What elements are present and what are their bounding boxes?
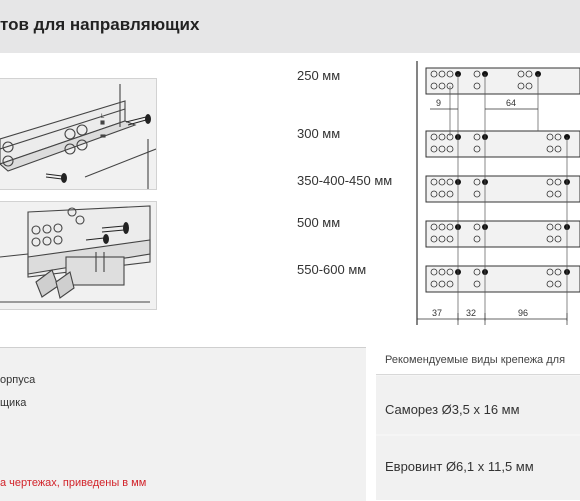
fastening-item: Саморез Ø3,5 x 16 мм — [376, 376, 580, 434]
rail-500 — [426, 221, 580, 247]
rail-hole-diagram — [410, 61, 580, 331]
illustration-cabinet-mounting — [0, 78, 157, 190]
page-header — [0, 0, 580, 53]
main-content — [0, 53, 580, 335]
dimension-label: 9 — [436, 98, 442, 108]
dimension-label: 96 — [518, 308, 529, 318]
size-label: 300 мм — [297, 126, 341, 141]
rail-350-450 — [426, 176, 580, 202]
rail-300 — [426, 131, 580, 157]
legend-row: щика — [0, 397, 27, 409]
fastening-panel — [376, 347, 580, 500]
legend-note: а чертежах, приведены в мм — [0, 477, 147, 489]
page-title: тов для направляющих — [0, 15, 200, 34]
size-label: 250 мм — [297, 68, 341, 83]
fastening-heading: Рекомендуемые виды крепежа для — [376, 347, 580, 375]
dimension-label: 64 — [506, 98, 517, 108]
rail-550-600 — [426, 266, 580, 292]
screw-icon — [123, 222, 129, 234]
dimension-label: 37 — [432, 308, 443, 318]
cabinet-mounting-drawing — [0, 79, 156, 189]
size-label: 350-400-450 мм — [297, 173, 393, 188]
legend-panel — [0, 347, 366, 501]
rail-250 — [426, 68, 580, 94]
fastening-item: Евровинт Ø6,1 x 11,5 мм — [376, 436, 580, 500]
size-label: 550-600 мм — [297, 262, 367, 277]
illustration-drawer-mounting — [0, 201, 157, 310]
dimension-label: 32 — [466, 308, 477, 318]
drawer-mounting-drawing — [0, 202, 156, 309]
legend-row: орпуса — [0, 374, 36, 386]
screw-icon — [145, 114, 151, 124]
size-label: 500 мм — [297, 215, 341, 230]
screw-icon — [61, 173, 67, 183]
screw-icon — [103, 234, 109, 244]
slide-mark-label: L — [101, 114, 105, 120]
bottom-section — [0, 347, 580, 500]
